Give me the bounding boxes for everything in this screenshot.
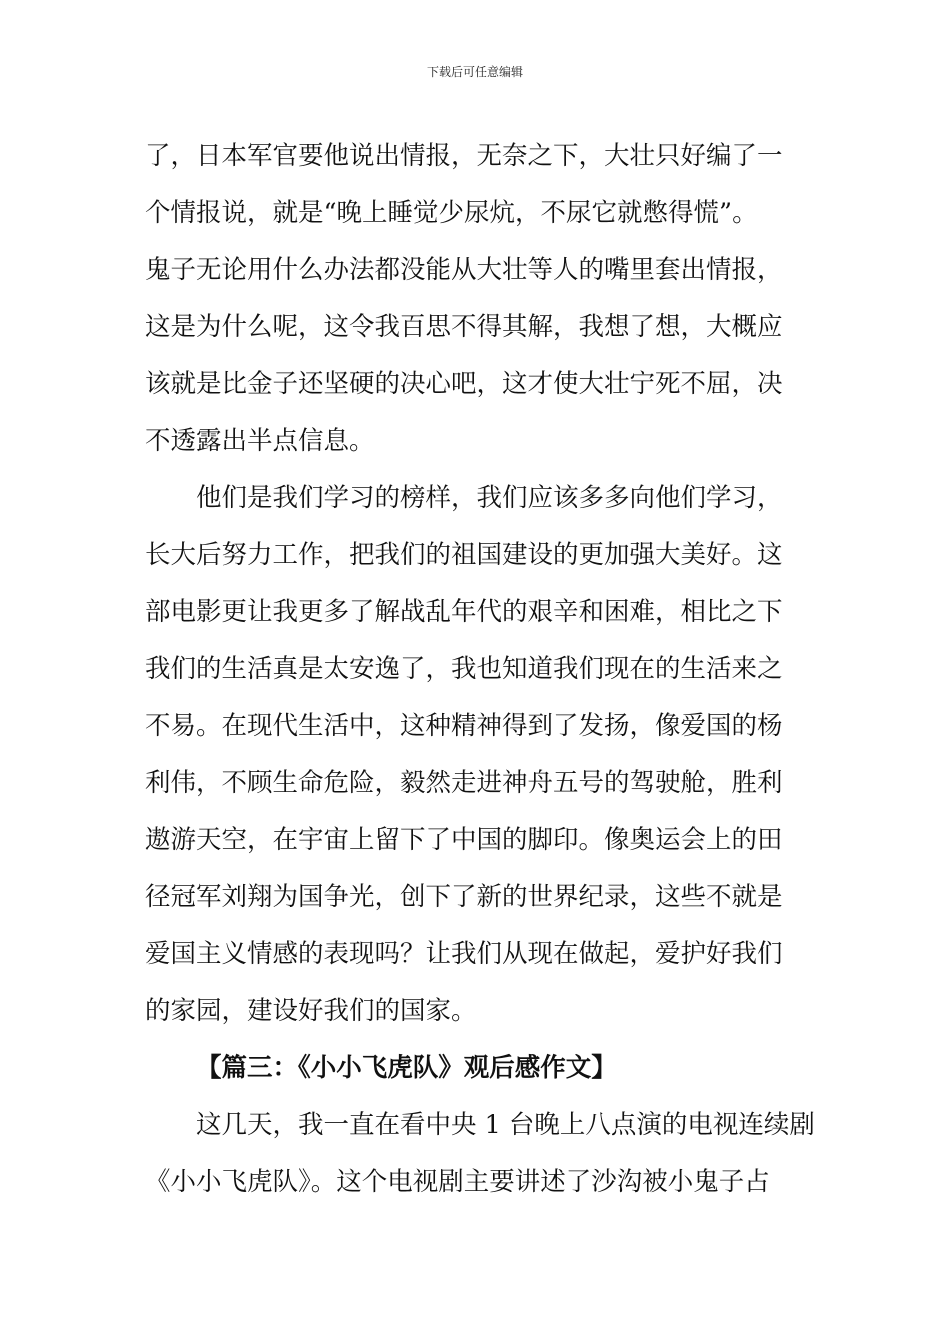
paragraph-line: 部电影更让我更多了解战乱年代的艰辛和困难，相比之下	[145, 597, 783, 627]
paragraph-line: 这几天，我一直在看中央 1 台晚上八点演的电视连续剧	[196, 1110, 815, 1140]
paragraph-line: 的家园，建设好我们的国家。	[145, 996, 477, 1026]
paragraph-line: 径冠军刘翔为国争光，创下了新的世界纪录，这些不就是	[145, 882, 783, 912]
paragraph-line: 个情报说，就是“晚上睡觉少尿炕，不尿它就憋得慌”。	[145, 198, 758, 228]
paragraph-line: 长大后努力工作，把我们的祖国建设的更加强大美好。这	[145, 540, 783, 570]
paragraph-line: 不易。在现代生活中，这种精神得到了发扬，像爱国的杨	[145, 711, 783, 741]
section-heading: 【篇三：《小小飞虎队》观后感作文】	[196, 1053, 617, 1083]
paragraph-line: 《小小飞虎队》。这个电视剧主要讲述了沙沟被小鬼子占	[145, 1167, 770, 1197]
paragraph-line: 鬼子无论用什么办法都没能从大壮等人的嘴里套出情报，	[145, 255, 783, 285]
paragraph-line: 遨游天空，在宇宙上留下了中国的脚印。像奥运会上的田	[145, 825, 783, 855]
paragraph-line: 他们是我们学习的榜样，我们应该多多向他们学习，	[196, 483, 783, 513]
paragraph-line: 该就是比金子还坚硬的决心吧，这才使大壮宁死不屈，决	[145, 369, 783, 399]
paragraph-line: 利伟，不顾生命危险，毅然走进神舟五号的驾驶舱，胜利	[145, 768, 783, 798]
paragraph-line: 了，日本军官要他说出情报，无奈之下，大壮只好编了一	[145, 141, 783, 171]
paragraph-line: 不透露出半点信息。	[145, 426, 375, 456]
paragraph-line: 这是为什么呢，这令我百思不得其解，我想了想，大概应	[145, 312, 783, 342]
paragraph-line: 爱国主义情感的表现吗？让我们从现在做起，爱护好我们	[145, 939, 783, 969]
page-header: 下载后可任意编辑	[426, 65, 523, 79]
paragraph-line: 我们的生活真是太安逸了，我也知道我们现在的生活来之	[145, 654, 783, 684]
document-body	[145, 128, 815, 1211]
